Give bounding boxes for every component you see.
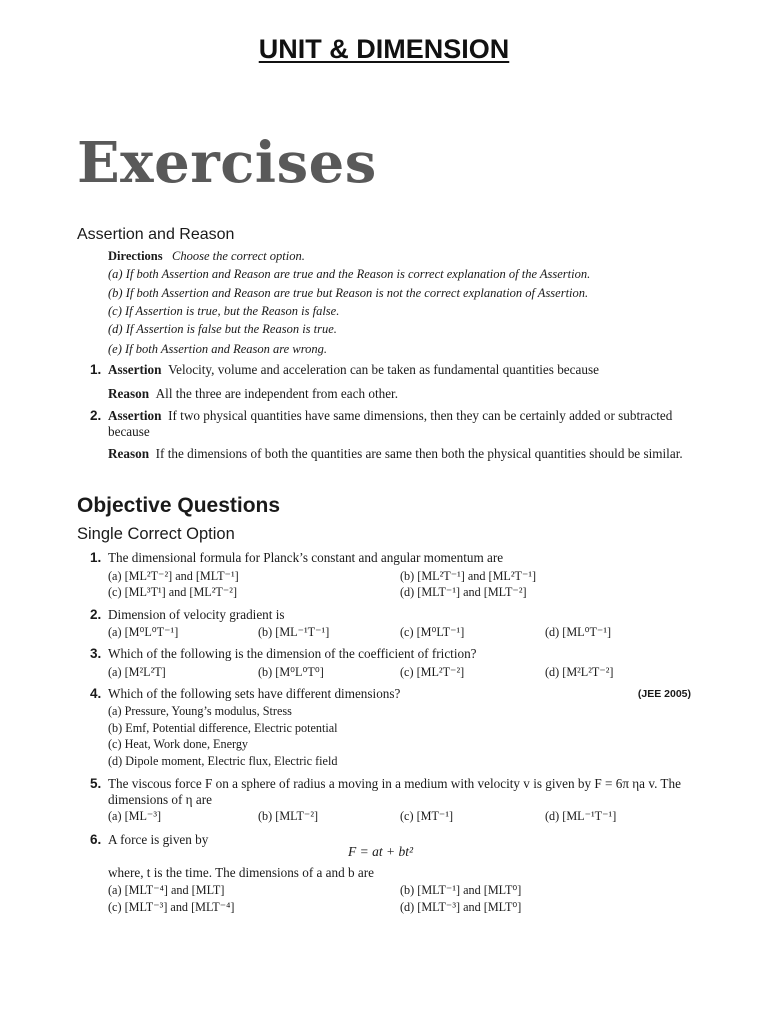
assertion-text: If two physical quantities have same dimensions, then they can be certainly added or subtracted because xyxy=(108,408,673,439)
option-b: (b) [ML⁻¹T⁻¹] xyxy=(258,625,330,639)
option-d: (d) [ML⁻¹T⁻¹] xyxy=(545,809,617,823)
objective-questions-heading: Objective Questions xyxy=(77,494,281,517)
question-text-continued: where, t is the time. The dimensions of a and b are xyxy=(108,865,374,880)
objective-question-2 xyxy=(90,607,695,623)
question-number: 2. xyxy=(90,408,102,423)
option-c: (c) [MLT⁻³] and [MLT⁻⁴] xyxy=(108,900,235,914)
option-d: (d) Dipole moment, Electric flux, Electric field xyxy=(108,754,338,768)
choice-a: (a) If both Assertion and Reason are true and the Reason is correct explanation of the Assertion. xyxy=(108,267,591,281)
question-number: 3. xyxy=(90,646,102,661)
option-c: (c) Heat, Work done, Energy xyxy=(108,737,249,751)
option-a: (a) [M⁰L⁰T⁻¹] xyxy=(108,625,179,639)
ar-reason-2 xyxy=(90,446,695,462)
option-d: (d) [ML⁰T⁻¹] xyxy=(545,625,612,639)
question-text: Which of the following is the dimension of the coefficient of friction? xyxy=(108,646,477,661)
option-a: (a) [M²L²T] xyxy=(108,665,166,679)
reason-label: Reason xyxy=(108,446,150,461)
option-b: (b) [ML²T⁻¹] and [ML²T⁻¹] xyxy=(400,569,537,583)
question-text: A force is given by xyxy=(108,832,209,847)
choice-d: (d) If Assertion is false but the Reason is true. xyxy=(108,322,337,336)
reason-text: All the three are independent from each other. xyxy=(155,386,399,401)
option-b: (b) [MLT⁻²] xyxy=(258,809,319,823)
directions-text: Choose the correct option. xyxy=(172,249,305,263)
option-a: (a) [ML²T⁻²] and [MLT⁻¹] xyxy=(108,569,239,583)
question-text: Which of the following sets have different dimensions? xyxy=(108,686,401,701)
assertion-label: Assertion xyxy=(108,362,162,377)
reason-label: Reason xyxy=(108,386,150,401)
choice-b: (b) If both Assertion and Reason are true but Reason is not the correct explanation of Assertion. xyxy=(108,286,589,300)
ar-reason-1 xyxy=(90,386,695,402)
question-number: 5. xyxy=(90,776,102,791)
choice-e: (e) If both Assertion and Reason are wrong. xyxy=(108,342,327,356)
question-number: 4. xyxy=(90,686,102,701)
option-a: (a) [ML⁻³] xyxy=(108,809,162,823)
single-correct-heading: Single Correct Option xyxy=(77,525,235,543)
force-equation: F = at + bt² xyxy=(348,844,414,859)
option-d: (d) [M²L²T⁻²] xyxy=(545,665,614,679)
question-text: The dimensional formula for Planck’s constant and angular momentum are xyxy=(108,550,504,565)
option-a: (a) [MLT⁻⁴] and [MLT] xyxy=(108,883,225,897)
option-a: (a) Pressure, Young’s modulus, Stress xyxy=(108,704,292,718)
objective-question-4 xyxy=(90,686,695,702)
question-number: 6. xyxy=(90,832,102,847)
choice-c: (c) If Assertion is true, but the Reason is false. xyxy=(108,304,340,318)
reason-text: If the dimensions of both the quantities are same then both the physical quantities should be similar. xyxy=(155,446,683,461)
objective-question-3 xyxy=(90,646,695,662)
option-b: (b) Emf, Potential difference, Electric potential xyxy=(108,721,338,735)
exercises-heading: Exercises xyxy=(77,130,377,196)
objective-question-1 xyxy=(90,550,695,566)
question-text: The viscous force F on a sphere of radius a moving in a medium with velocity v is given by F = 6π ηa v. The dimensions of η are xyxy=(108,776,681,807)
directions-label: Directions xyxy=(108,249,163,263)
option-c: (c) [ML³T¹] and [ML²T⁻²] xyxy=(108,585,237,599)
question-number: 1. xyxy=(90,362,102,377)
option-d: (d) [MLT⁻¹] and [MLT⁻²] xyxy=(400,585,527,599)
question-number: 2. xyxy=(90,607,102,622)
option-c: (c) [ML²T⁻²] xyxy=(400,665,465,679)
option-c: (c) [M⁰LT⁻¹] xyxy=(400,625,465,639)
ar-question-1 xyxy=(90,362,695,378)
ar-question-2 xyxy=(90,408,695,440)
option-c: (c) [MT⁻¹] xyxy=(400,809,454,823)
option-d: (d) [MLT⁻³] and [MLT⁰] xyxy=(400,900,522,914)
assertion-label: Assertion xyxy=(108,408,162,423)
unit-title: UNIT & DIMENSION xyxy=(258,34,510,64)
assertion-text: Velocity, volume and acceleration can be taken as fundamental quantities because xyxy=(168,362,599,377)
objective-question-6-continued xyxy=(90,865,695,881)
question-text: Dimension of velocity gradient is xyxy=(108,607,285,622)
exam-tag: (JEE 2005) xyxy=(637,688,691,700)
assertion-reason-heading: Assertion and Reason xyxy=(77,226,235,243)
option-b: (b) [M⁰L⁰T⁰] xyxy=(258,665,324,679)
directions-line xyxy=(108,247,305,265)
option-b: (b) [MLT⁻¹] and [MLT⁰] xyxy=(400,883,522,897)
objective-question-5 xyxy=(90,776,695,808)
question-number: 1. xyxy=(90,550,102,565)
